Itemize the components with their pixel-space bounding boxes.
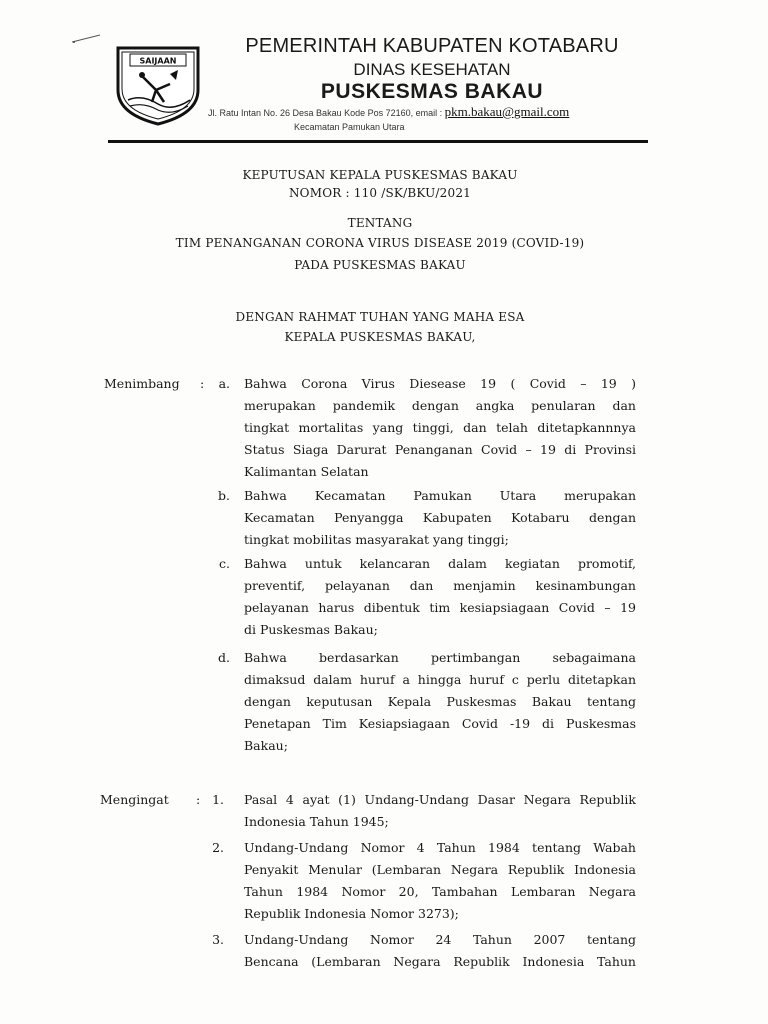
menimbang-a-line-4: Status Siaga Darurat Penanganan Covid – 19 di Provinsi xyxy=(244,442,636,457)
decree-subject-line-1: TIM PENANGANAN CORONA VIRUS DISEASE 2019 (COVID-19) xyxy=(175,236,585,250)
mengingat-1-line-2: Indonesia Tahun 1945; xyxy=(244,814,389,829)
decree-number: NOMOR : 110 /SK/BKU/2021 xyxy=(288,186,471,200)
menimbang-c-line-2: preventif, pelayanan dan menjamin kesinambungan xyxy=(244,578,636,593)
menimbang-b-line-3: tingkat mobilitas masyarakat yang tinggi; xyxy=(244,532,509,547)
letterhead-puskesmas: PUSKESMAS BAKAU xyxy=(320,80,544,103)
menimbang-d-line-2: dimaksud dalam huruf a hingga huruf c perlu ditetapkan xyxy=(244,672,636,687)
mengingat-2-line-1: Undang-Undang Nomor 4 Tahun 1984 tentang Wabah xyxy=(244,840,636,855)
decree-subject-line-2: PADA PUSKESMAS BAKAU xyxy=(294,258,466,272)
mengingat-2-line-2: Penyakit Menular (Lembaran Negara Republik Indonesia xyxy=(244,862,636,877)
mengingat-3-line-2: Bencana (Lembaran Negara Republik Indonesia Tahun xyxy=(244,954,636,969)
menimbang-marker-b: b. xyxy=(218,488,230,503)
letterhead-government: PEMERINTAH KABUPATEN KOTABARU xyxy=(245,35,619,57)
decree-blessing: DENGAN RAHMAT TUHAN YANG MAHA ESA xyxy=(235,310,525,324)
menimbang-marker-c: c. xyxy=(219,556,230,571)
mengingat-marker-1: 1. xyxy=(212,792,224,807)
menimbang-d-line-5: Bakau; xyxy=(244,738,288,753)
mengingat-2-line-4: Republik Indonesia Nomor 3273); xyxy=(244,906,459,921)
menimbang-a-line-3: tingkat mortalitas yang tinggi, dan telah ditetapkannnya xyxy=(244,420,636,435)
mengingat-3-line-1: Undang-Undang Nomor 24 Tahun 2007 tentang xyxy=(244,932,636,947)
letterhead-district: Kecamatan Pamukan Utara xyxy=(294,122,405,132)
menimbang-c-line-1: Bahwa untuk kelancaran dalam kegiatan promotif, xyxy=(244,556,636,571)
regency-logo-icon xyxy=(112,44,204,126)
logo-text: SAIJAAN xyxy=(139,56,177,66)
menimbang-colon: : xyxy=(200,376,205,391)
letterhead-address: Jl. Ratu Intan No. 26 Desa Bakau Kode Pos 72160, email : xyxy=(208,108,443,118)
menimbang-a-line-1: Bahwa Corona Virus Diesease 19 ( Covid – 19 ) xyxy=(244,376,636,391)
letterhead-email: pkm.bakau@gmail.com xyxy=(444,104,570,119)
mengingat-colon: : xyxy=(196,792,201,807)
mengingat-marker-2: 2. xyxy=(212,840,224,855)
decree-head: KEPALA PUSKESMAS BAKAU, xyxy=(284,330,476,344)
mengingat-label: Mengingat xyxy=(100,792,169,807)
menimbang-d-line-4: Penetapan Tim Kesiapsiagaan Covid -19 di Puskesmas xyxy=(244,716,636,731)
menimbang-c-line-3: pelayanan harus dibentuk tim kesiapsiagaan Covid – 19 xyxy=(244,600,636,615)
menimbang-b-line-2: Kecamatan Penyangga Kabupaten Kotabaru dengan xyxy=(244,510,636,525)
menimbang-b-line-1: Bahwa Kecamatan Pamukan Utara merupakan xyxy=(244,488,636,503)
menimbang-marker-a: a. xyxy=(218,376,230,391)
menimbang-d-line-3: dengan keputusan Kepala Puskesmas Bakau tentang xyxy=(244,694,636,709)
pen-mark xyxy=(70,32,102,46)
menimbang-a-line-5: Kalimantan Selatan xyxy=(244,464,369,479)
menimbang-label: Menimbang xyxy=(104,376,180,391)
letterhead-address-line xyxy=(208,104,648,120)
menimbang-marker-d: d. xyxy=(218,650,230,665)
letterhead-agency: DINAS KESEHATAN xyxy=(353,60,511,79)
menimbang-c-line-4: di Puskesmas Bakau; xyxy=(244,622,378,637)
menimbang-a-line-2: merupakan pandemik dengan angka penularan dan xyxy=(244,398,636,413)
mengingat-1-line-1: Pasal 4 ayat (1) Undang-Undang Dasar Negara Republik xyxy=(244,792,636,807)
decree-about: TENTANG xyxy=(347,216,413,230)
mengingat-2-line-3: Tahun 1984 Nomor 20, Tambahan Lembaran Negara xyxy=(244,884,636,899)
letterhead-divider xyxy=(108,140,648,143)
decree-title: KEPUTUSAN KEPALA PUSKESMAS BAKAU xyxy=(242,168,518,182)
mengingat-marker-3: 3. xyxy=(212,932,224,947)
menimbang-d-line-1: Bahwa berdasarkan pertimbangan sebagaimana xyxy=(244,650,636,665)
